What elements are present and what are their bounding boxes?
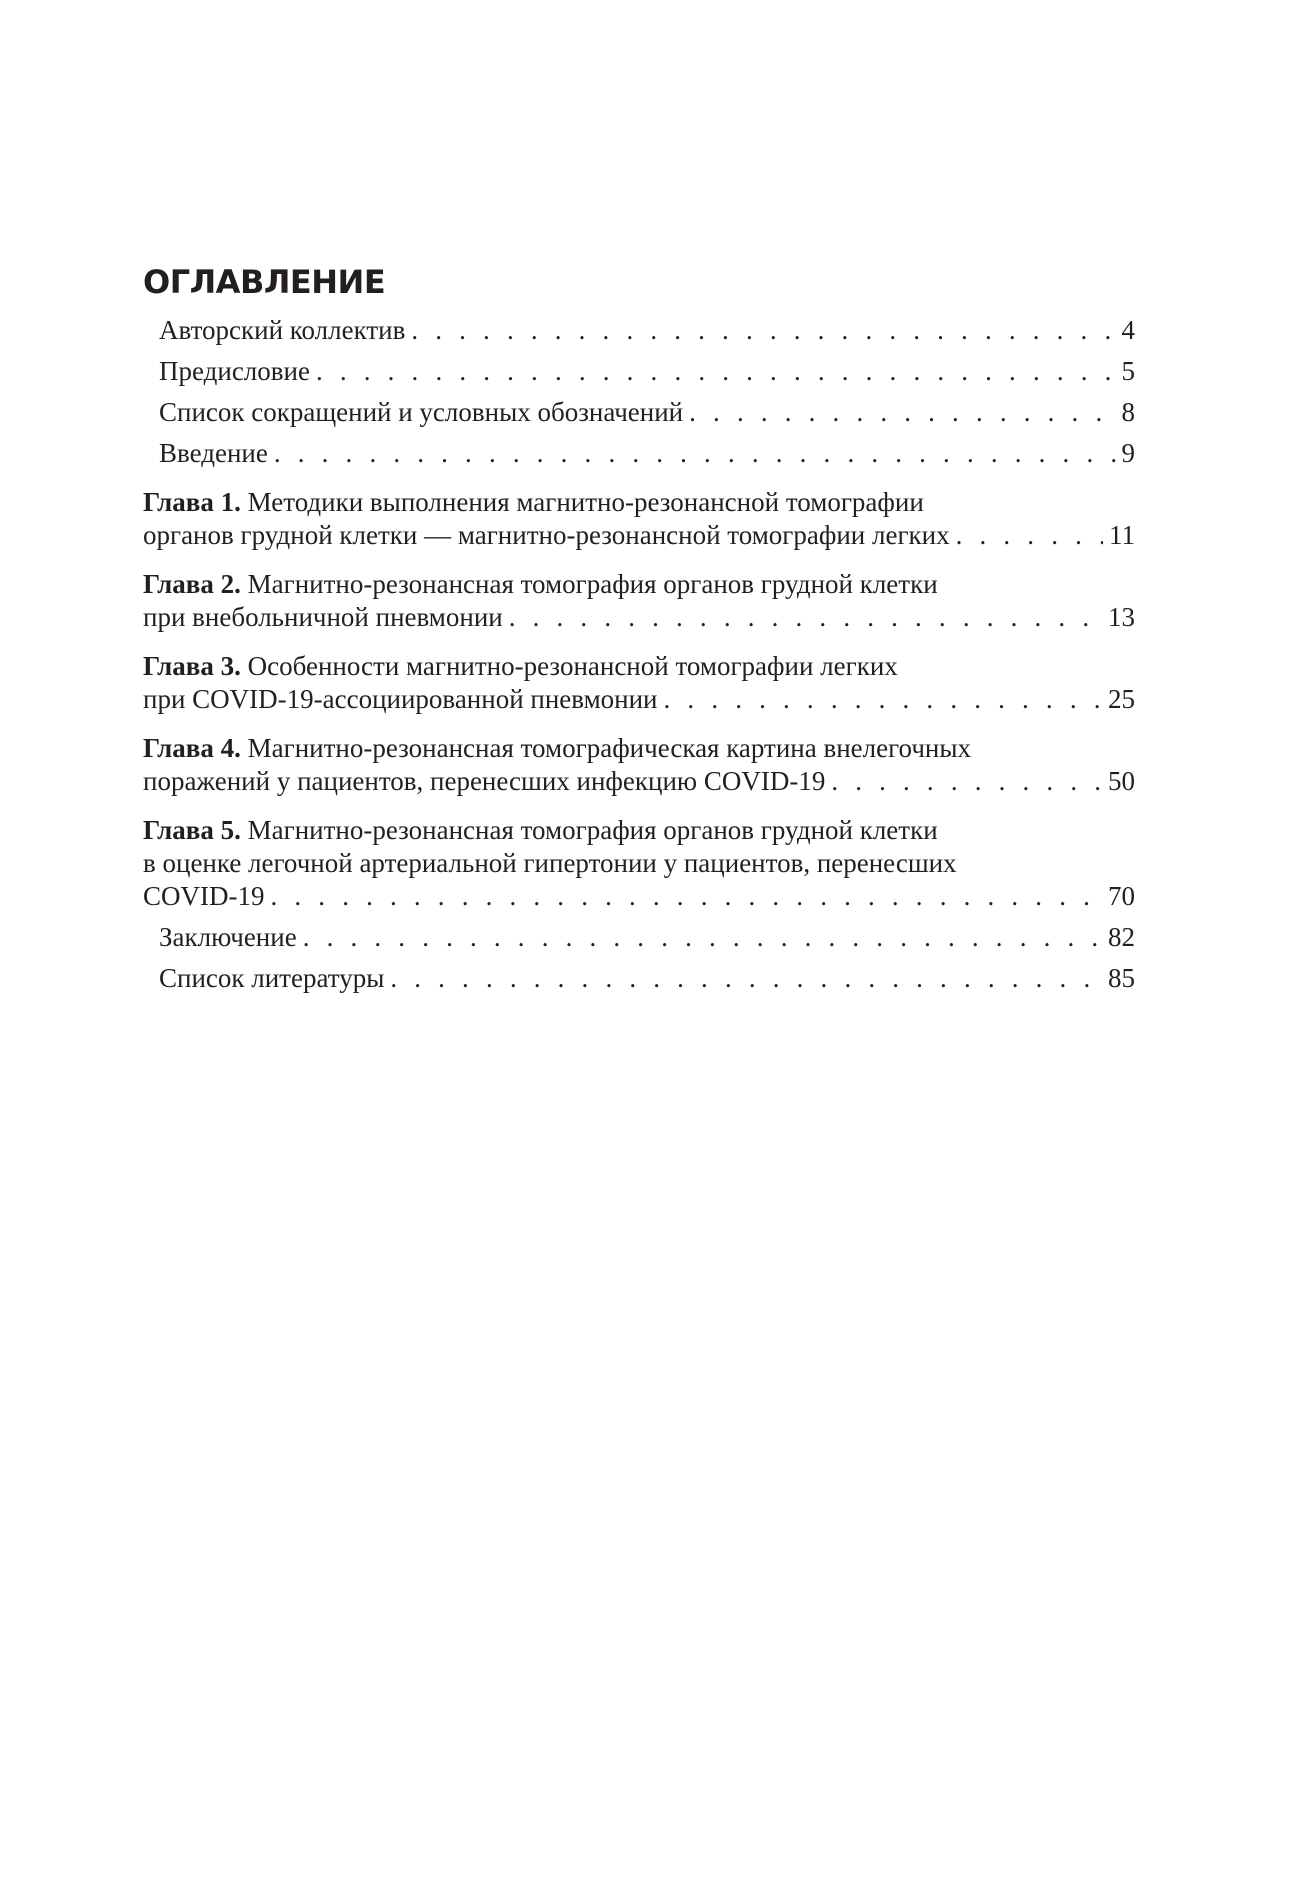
dot-leader — [664, 683, 1102, 716]
chapter-label: Глава 1. — [143, 487, 241, 517]
dot-leader — [316, 355, 1116, 388]
toc-page-number: 4 — [1121, 315, 1135, 345]
chapter-title-line: Методики выполнения магнитно-резонансной томографии — [247, 487, 924, 517]
toc-entry-title: Список сокращений и условных обозначений — [159, 397, 684, 427]
dot-leader — [303, 921, 1102, 954]
dot-leader — [274, 437, 1116, 470]
chapter-title-line: поражений у пациентов, перенесших инфекцию COVID-19 — [143, 766, 826, 796]
toc-entry-chapter-4[interactable] — [143, 732, 1135, 798]
chapter-label: Глава 2. — [143, 569, 241, 599]
toc-page-number: 25 — [1108, 684, 1135, 714]
dot-leader — [689, 396, 1115, 429]
toc-page-number: 5 — [1121, 356, 1135, 386]
toc-page-number: 13 — [1108, 602, 1135, 632]
toc-entry-chapter-5[interactable] — [143, 814, 1135, 913]
toc-heading: ОГЛАВЛЕНИЕ — [143, 263, 386, 301]
toc-entry-authors[interactable] — [143, 314, 1135, 347]
chapter-title-line: органов грудной клетки — магнитно-резонансной томографии легких — [143, 520, 950, 550]
toc-entry-chapter-1[interactable] — [143, 486, 1135, 552]
dot-leader — [509, 601, 1102, 634]
chapter-label: Глава 5. — [143, 815, 241, 845]
toc-entry-title: Список литературы — [159, 963, 385, 993]
toc-page-number: 50 — [1108, 766, 1135, 796]
toc-entry-title: Предисловие — [159, 356, 310, 386]
dot-leader — [390, 962, 1102, 995]
toc-entry-chapter-3[interactable] — [143, 650, 1135, 716]
chapter-label: Глава 4. — [143, 733, 241, 763]
dot-leader — [271, 880, 1103, 913]
table-of-contents — [143, 314, 1135, 1003]
toc-entry-introduction[interactable] — [143, 437, 1135, 470]
dot-leader — [831, 765, 1102, 798]
chapter-title-line: в оценке легочной артериальной гипертонии у пациентов, перенесших — [143, 848, 957, 878]
toc-entry-title: Заключение — [159, 922, 297, 952]
toc-page-number: 9 — [1121, 438, 1135, 468]
toc-entry-chapter-2[interactable] — [143, 568, 1135, 634]
toc-entry-preface[interactable] — [143, 355, 1135, 388]
toc-page-number: 85 — [1108, 963, 1135, 993]
toc-page-number: 70 — [1108, 881, 1135, 911]
toc-page-number: 82 — [1108, 922, 1135, 952]
toc-entry-references[interactable] — [143, 962, 1135, 995]
toc-entry-conclusion[interactable] — [143, 921, 1135, 954]
toc-page-number: 8 — [1121, 397, 1135, 427]
dot-leader — [411, 314, 1115, 347]
chapter-title-line: Магнитно-резонансная томография органов грудной клетки — [247, 569, 938, 599]
toc-entry-title: Авторский коллектив — [159, 315, 406, 345]
toc-page-number: 11 — [1109, 520, 1135, 550]
chapter-title-line: COVID-19 — [143, 881, 265, 911]
chapter-title-line: Магнитно-резонансная томография органов грудной клетки — [247, 815, 938, 845]
chapter-title-line: при COVID-19-ассоциированной пневмонии — [143, 684, 658, 714]
chapter-title-line: Магнитно-резонансная томографическая картина внелегочных — [247, 733, 971, 763]
toc-entry-abbreviations[interactable] — [143, 396, 1135, 429]
dot-leader — [956, 519, 1103, 552]
toc-entry-title: Введение — [159, 438, 268, 468]
chapter-title-line: Особенности магнитно-резонансной томографии легких — [247, 651, 898, 681]
chapter-label: Глава 3. — [143, 651, 241, 681]
chapter-title-line: при внебольничной пневмонии — [143, 602, 503, 632]
